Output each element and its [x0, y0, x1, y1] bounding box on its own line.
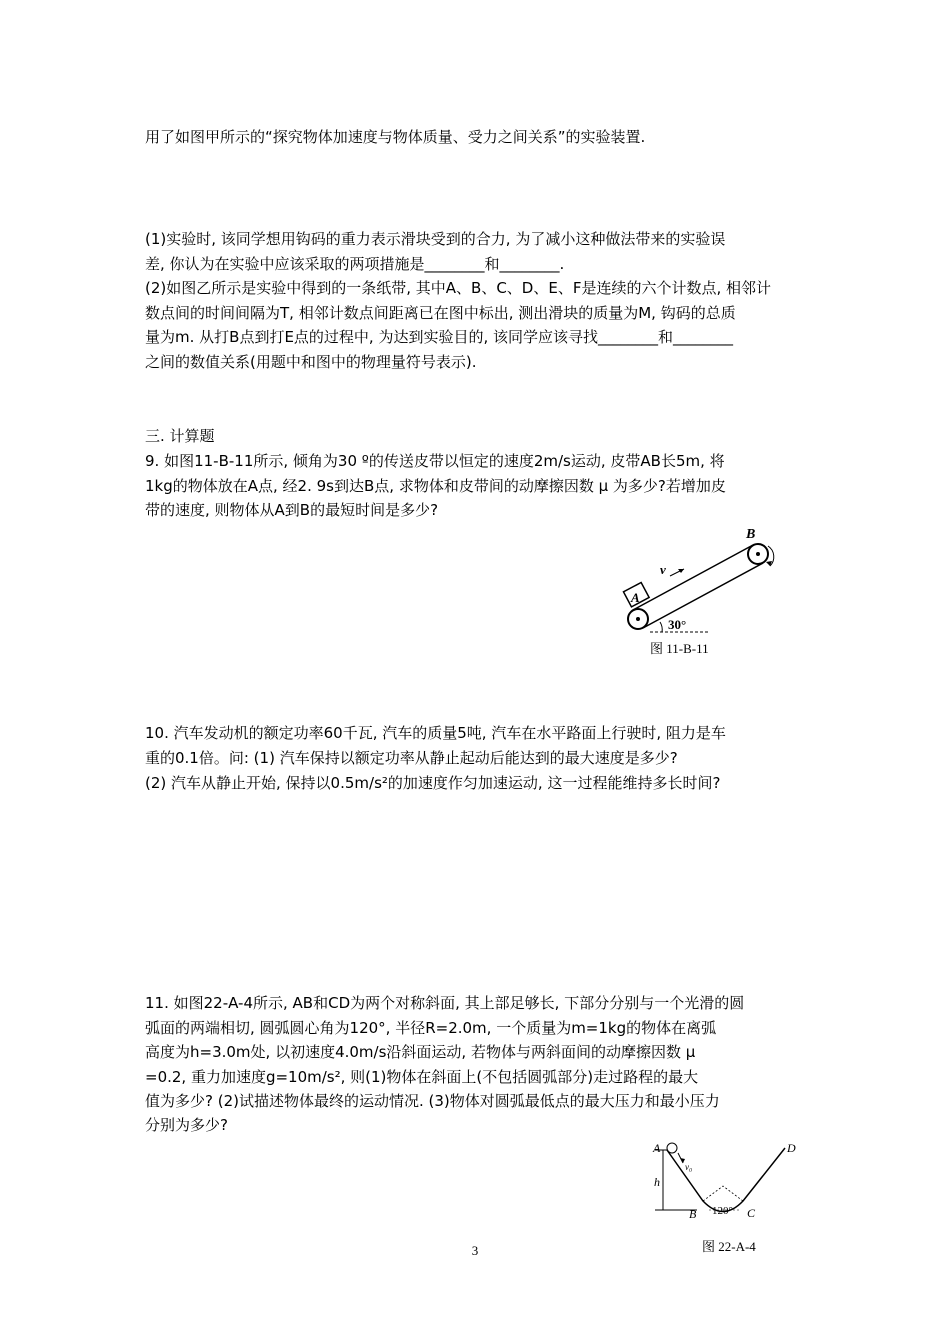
block-label-a: A [631, 590, 640, 605]
q-exp-p2-line3: 量为m. 从打B点到打E点的过程中, 为达到实验目的, 该同学应该寻找________和________ [145, 328, 733, 346]
intro-text: 用了如图甲所示的“探究物体加速度与物体质量、受力之间关系”的实验装置. [145, 128, 646, 146]
q-exp-p2-line4: 之间的数值关系(用题中和图中的物理量符号表示). [145, 353, 477, 371]
point-label-b: B [689, 1207, 697, 1221]
q-exp-p2-line2: 数点间的时间间隔为T, 相邻计数点间距离已在图中标出, 测出滑块的质量为M, 钩码的总质 [145, 304, 736, 322]
q11-line3: 高度为h=3.0m处, 以初速度4.0m/s沿斜面运动, 若物体与两斜面间的动摩擦因数 μ [145, 1043, 696, 1061]
slopes-arc-figure [645, 1138, 805, 1228]
q10-line2: 重的0.1倍。问: (1) 汽车保持以额定功率从静止起动后能达到的最大速度是多少? [145, 749, 678, 767]
q10-line3: (2) 汽车从静止开始, 保持以0.5m/s²的加速度作匀加速运动, 这一过程能维持多长时间? [145, 774, 721, 792]
figure-caption-11-b-11: 图 11-B-11 [650, 641, 709, 656]
q11-line6: 分别为多少? [145, 1116, 228, 1134]
q9-line2: 1kg的物体放在A点, 经2. 9s到达B点, 求物体和皮带间的动摩擦因数 μ 为多少?若增加皮 [145, 477, 726, 495]
point-label-c: C [747, 1206, 756, 1220]
q11-line4: =0.2, 重力加速度g=10m/s², 则(1)物体在斜面上(不包括圆弧部分)走过路程的最大 [145, 1068, 699, 1086]
q11-line1: 11. 如图22-A-4所示, AB和CD为两个对称斜面, 其上部足够长, 下部分分别与一个光滑的圆 [145, 994, 745, 1012]
page-number: 3 [471, 1243, 479, 1258]
q11-line5: 值为多少? (2)试描述物体最终的运动情况. (3)物体对圆弧最低点的最大压力和最小压力 [145, 1092, 720, 1110]
point-label-d: D [787, 1141, 796, 1155]
angle-label: 30° [668, 617, 687, 632]
q10-line1: 10. 汽车发动机的额定功率60千瓦, 汽车的质量5吨, 汽车在水平路面上行驶时, 阻力是车 [145, 724, 726, 742]
section-heading: 三. 计算题 [145, 427, 215, 445]
q-exp-p1-line1: (1)实验时, 该同学想用钩码的重力表示滑块受到的合力, 为了减小这种做法带来的实验误 [145, 230, 726, 248]
q-exp-p2-line1: (2)如图乙所示是实验中得到的一条纸带, 其中A、B、C、D、E、F是连续的六个计数点, 相邻计 [145, 279, 772, 297]
figure-caption-22-a-4: 图 22-A-4 [702, 1239, 756, 1254]
conveyor-belt-figure [610, 520, 790, 640]
q11-line2: 弧面的两端相切, 圆弧圆心角为120°, 半径R=2.0m, 一个质量为m=1kg的物体在离弧 [145, 1019, 717, 1037]
point-label-a: A [653, 1141, 661, 1155]
pulley-label-b: B [746, 527, 756, 542]
velocity-label: v [660, 562, 666, 577]
height-label: h [654, 1175, 660, 1189]
q-exp-p1-line2: 差, 你认为在实验中应该采取的两项措施是________和________. [145, 255, 565, 273]
arc-angle-label: 120° [712, 1205, 733, 1217]
initial-velocity-label: v₀ [685, 1162, 693, 1172]
q9-line3: 带的速度, 则物体从A到B的最短时间是多少? [145, 501, 439, 519]
q9-line1: 9. 如图11-B-11所示, 倾角为30 º的传送皮带以恒定的速度2m/s运动, 皮带AB长5m, 将 [145, 452, 725, 470]
